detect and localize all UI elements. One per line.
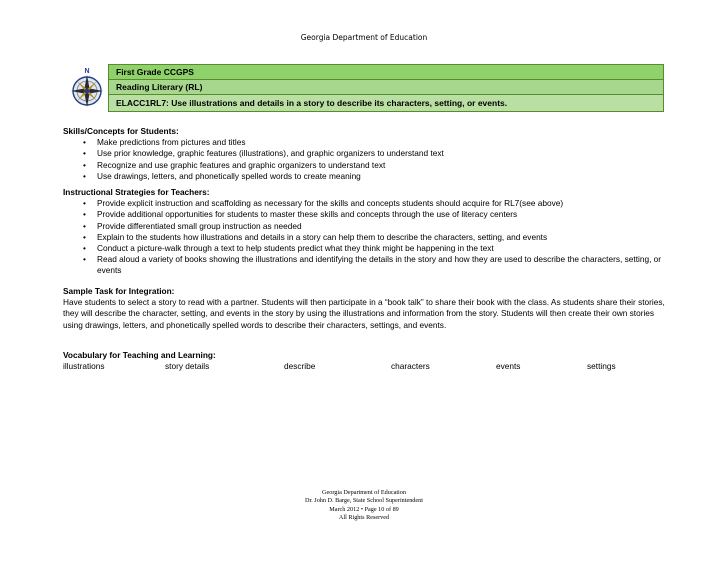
vocab-word: characters: [391, 361, 430, 372]
grade-label: First Grade CCGPS: [116, 67, 194, 77]
vocab-word: events: [496, 361, 521, 372]
list-item: • Use prior knowledge, graphic features (illustrations), and graphic organizers to understand text: [63, 148, 673, 159]
vocab-word: settings: [587, 361, 616, 372]
footer-line: All Rights Reserved: [338, 513, 390, 521]
page-footer: [0, 489, 728, 522]
strategies-list: [63, 198, 673, 276]
sample-task-section: [63, 286, 673, 331]
footer-line: Georgia Department of Education: [322, 489, 406, 496]
strand-row: [108, 79, 664, 94]
list-item: • Provide additional opportunities for students to master these skills and concepts through the use of literacy centers: [63, 209, 673, 220]
standard-banner: [66, 64, 664, 112]
vocabulary-section: [63, 350, 673, 373]
footer-line: Dr. John D. Barge, State School Superintendent: [305, 497, 423, 505]
vocabulary-title: Vocabulary for Teaching and Learning:: [63, 350, 216, 360]
skills-section: [63, 126, 673, 182]
list-item: • Recognize and use graphic features and graphic organizers to understand text: [63, 160, 673, 171]
strategies-section: [63, 187, 673, 277]
skills-title: Skills/Concepts for Students:: [63, 126, 179, 136]
strand-label: Reading Literary (RL): [116, 82, 203, 92]
strategies-title: Instructional Strategies for Teachers:: [63, 187, 210, 197]
skills-list: [63, 137, 673, 182]
list-item: • Provide differentiated small group instruction as needed: [63, 221, 673, 232]
vocab-word: illustrations: [63, 361, 105, 372]
list-item: • Explain to the students how illustrations and details in a story can help them to describe the characters, setting, and events: [63, 232, 673, 243]
list-item: • Provide explicit instruction and scaffolding as necessary for the skills and concepts students should acquire for RL7(see above): [63, 198, 673, 209]
list-item: • Read aloud a variety of books showing the illustrations and identifying the details in the story and how they are used to describe the characters, setting, or events: [63, 254, 673, 276]
standard-label: ELACC1RL7: Use illustrations and details in a story to describe its characters, setting, or events.: [116, 98, 508, 108]
list-item: • Use drawings, letters, and phonetically spelled words to create meaning: [63, 171, 673, 182]
page-header-title: Georgia Department of Education: [300, 33, 428, 42]
sample-task-body: Have students to select a story to read with a partner. Students will then participate in a “book talk” to share their book with the class. As students share their stories, they will describe the character, setting, and events in the story by using the illustrations and information from the story. Students will then create their own stories using drawings, letters, and phonetically spelled words to describe their characters, settings, and events.: [63, 297, 665, 330]
footer-page-info: March 2012 • Page 10 of 89: [329, 505, 399, 513]
svg-text:N: N: [84, 68, 90, 75]
vocabulary-row: [63, 361, 673, 373]
list-item: • Conduct a picture-walk through a text to help students predict what they think might be happening in the text: [63, 243, 673, 254]
grade-row: [108, 64, 664, 79]
standard-row: [108, 94, 664, 112]
compass-rose-icon: [66, 64, 108, 112]
list-item: • Make predictions from pictures and titles: [63, 137, 673, 148]
sample-task-title: Sample Task for Integration:: [63, 286, 175, 296]
vocab-word: story details: [165, 361, 210, 372]
vocab-word: describe: [284, 361, 316, 372]
